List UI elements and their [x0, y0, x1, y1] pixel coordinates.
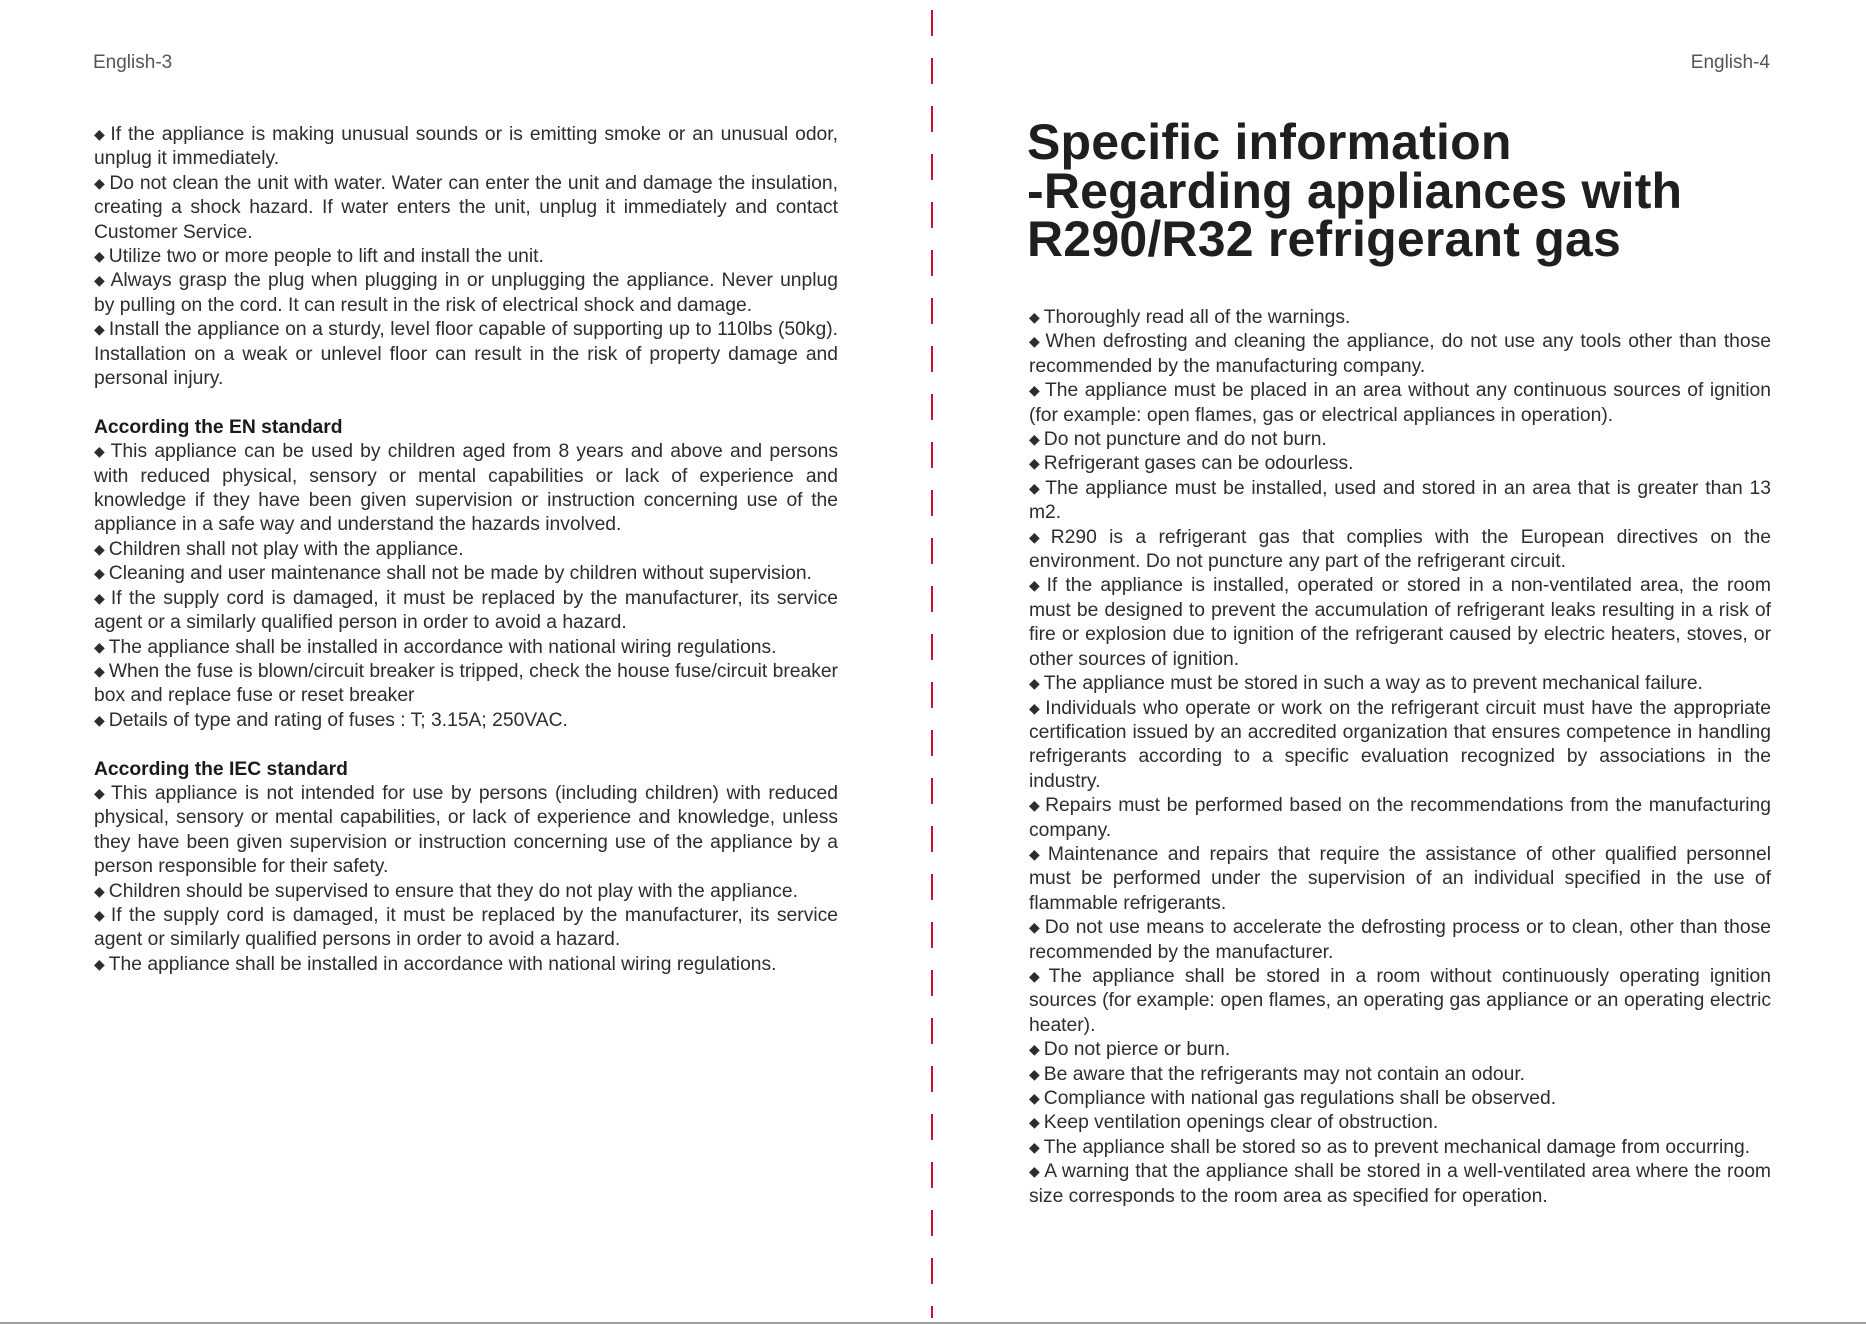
diamond-bullet-icon: ◆ [94, 662, 105, 679]
title-line: R290/R32 refrigerant gas [1027, 211, 1621, 267]
diamond-bullet-icon: ◆ [1029, 309, 1040, 325]
list-item: ◆ The appliance must be installed, used and stored in an area that is greater than 13 m2. [1029, 477, 1771, 524]
diamond-bullet-icon: ◆ [1029, 333, 1042, 350]
diamond-bullet-icon: ◆ [94, 711, 105, 728]
intro-list [94, 123, 838, 391]
list-item: ◆ The appliance shall be stored so as to prevent mechanical damage from occurring. [1029, 1136, 1751, 1158]
list-item: ◆ The appliance must be stored in such a way as to prevent mechanical failure. [1029, 673, 1703, 695]
list-item: ◆ When defrosting and cleaning the appliance, do not use any tools other than those recommended by the manufacturing company. [1029, 331, 1771, 377]
list-item: ◆ The appliance shall be installed in accordance with national wiring regulations. [94, 636, 777, 658]
list-item: ◆ Always grasp the plug when plugging in or unplugging the appliance. Never unplug by pulling on the cord. It can result in the risk of electrical shock and damage. [94, 270, 838, 316]
list-item: ◆ If the appliance is making unusual sounds or is emitting smoke or an unusual odor, unplug it immediately. [94, 124, 838, 170]
diamond-bullet-icon: ◆ [94, 540, 105, 557]
list-item: ◆ Install the appliance on a sturdy, level floor capable of supporting up to 110lbs (50kg). Installation on a weak or unlevel floor can result in the risk of property damage and personal injury. [94, 319, 838, 390]
diamond-bullet-icon: ◆ [1029, 479, 1042, 496]
list-item: ◆ Do not puncture and do not burn. [1029, 429, 1327, 451]
list-item: ◆ Cleaning and user maintenance shall not be made by children without supervision. [94, 563, 812, 585]
diamond-bullet-icon: ◆ [1029, 1138, 1040, 1155]
diamond-bullet-icon: ◆ [94, 906, 107, 923]
diamond-bullet-icon: ◆ [1029, 382, 1041, 399]
page-fold-divider [931, 10, 933, 1318]
list-item: ◆ When the fuse is blown/circuit breaker is tripped, check the house fuse/circuit breaker box and replace fuse or reset breaker [94, 660, 838, 707]
diamond-bullet-icon: ◆ [94, 272, 107, 289]
diamond-bullet-icon: ◆ [1029, 528, 1047, 545]
list-item: ◆ Compliance with national gas regulations shall be observed. [1029, 1088, 1557, 1109]
diamond-bullet-icon: ◆ [94, 638, 105, 655]
diamond-bullet-icon: ◆ [1029, 675, 1040, 692]
diamond-bullet-icon: ◆ [1029, 1163, 1041, 1180]
list-item: ◆ The appliance must be placed in an area without any continuous sources of ignition (for example: open flames, gas or electrical appliances in operation). [1029, 380, 1771, 426]
diamond-bullet-icon: ◆ [1029, 1114, 1040, 1131]
list-item: ◆ Individuals who operate or work on the refrigerant circuit must have the appropriate certification issued by an accredited organization that ensures competence in handling refrigerants according to a specific evaluation recognized by associations in the industry. [1029, 697, 1771, 792]
title-line: Specific information [1027, 114, 1512, 170]
diamond-bullet-icon: ◆ [1029, 797, 1042, 814]
diamond-bullet-icon: ◆ [1029, 1065, 1040, 1082]
list-item: ◆ Be aware that the refrigerants may not contain an odour. [1029, 1063, 1526, 1085]
diamond-bullet-icon: ◆ [1029, 455, 1040, 472]
page-number-right: English-4 [1690, 52, 1770, 73]
list-item: ◆ If the supply cord is damaged, it must be replaced by the manufacturer, its service agent or similarly qualified persons in order to avoid a hazard. [94, 904, 838, 951]
title-line: -Regarding appliances with [1027, 162, 1683, 219]
list-item: ◆ The appliance shall be stored in a room without continuously operating ignition sources (for example: open flames, an operating gas appliance or an operating electric heater). [1029, 965, 1771, 1036]
list-item: ◆ Repairs must be performed based on the recommendations from the manufacturing company. [1029, 795, 1771, 841]
list-item: ◆ If the supply cord is damaged, it must be replaced by the manufacturer, its service agent or a similarly qualified person in order to avoid a hazard. [94, 587, 838, 634]
list-item: ◆ Do not clean the unit with water. Water can enter the unit and damage the insulation, creating a shock hazard. If water enters the unit, unplug it immediately and contact Customer Service. [94, 172, 838, 243]
list-item: ◆ Children should be supervised to ensure that they do not play with the appliance. [94, 880, 798, 902]
diamond-bullet-icon: ◆ [94, 126, 107, 142]
list-item: ◆ Refrigerant gases can be odourless. [1029, 453, 1354, 475]
list-item: ◆ A warning that the appliance shall be stored in a well-ventilated area where the room size corresponds to the room area as specified for operation. [1029, 1161, 1771, 1207]
list-item: ◆ This appliance is not intended for use by persons (including children) with reduced physical, sensory or mental capabilities, or lack of experience and knowledge, unless they have been given supervision or instruction concerning use of the appliance by a person responsible for their safety. [94, 782, 838, 878]
diamond-bullet-icon: ◆ [1029, 699, 1042, 716]
list-item: ◆ Details of type and rating of fuses : T; 3.15A; 250VAC. [94, 709, 568, 731]
left-page-content [94, 123, 838, 977]
diamond-bullet-icon: ◆ [94, 565, 105, 582]
list-item: ◆ Utilize two or more people to lift and install the unit. [94, 246, 544, 268]
diamond-bullet-icon: ◆ [94, 784, 107, 801]
page-title [1027, 114, 1827, 267]
iec-standard-heading: According the IEC standard [94, 758, 348, 780]
list-item: ◆ Do not use means to accelerate the defrosting process or to clean, other than those recommended by the manufacturer. [1029, 917, 1771, 963]
list-item: ◆ This appliance can be used by children aged from 8 years and above and persons with reduced physical, sensory or mental capabilities or lack of experience and knowledge if they have been given supervision or instruction concerning use of the appliance in a safe way and understand the hazards involved. [94, 441, 838, 536]
list-item: ◆ Maintenance and repairs that require the assistance of other qualified personnel must be performed under the supervision of an individual specified in the use of flammable refrigerants. [1029, 843, 1771, 914]
diamond-bullet-icon: ◆ [1029, 967, 1045, 984]
list-item: ◆ If the appliance is installed, operated or stored in a non-ventilated area, the room must be designed to prevent the accumulation of refrigerant leaks resulting in a risk of fire or explosion due to ignition of the refrigerant caused by electric heaters, stoves, or other sources of ignition. [1029, 575, 1771, 670]
right-page-content [1029, 306, 1771, 1209]
diamond-bullet-icon: ◆ [94, 443, 107, 460]
iec-standard-list [94, 782, 838, 977]
list-item: ◆ Keep ventilation openings clear of obstruction. [1029, 1112, 1439, 1134]
page-number-left: English-3 [93, 52, 173, 73]
diamond-bullet-icon: ◆ [1029, 1041, 1040, 1058]
list-item: ◆ R290 is a refrigerant gas that complies with the European directives on the environment. Do not puncture any part of the refrigerant circuit. [1029, 526, 1771, 573]
en-standard-list [94, 440, 838, 733]
diamond-bullet-icon: ◆ [1029, 1090, 1040, 1106]
list-item: ◆ Do not pierce or burn. [1029, 1039, 1231, 1061]
diamond-bullet-icon: ◆ [1029, 919, 1041, 936]
list-item: ◆ Thoroughly read all of the warnings. [1029, 307, 1351, 328]
diamond-bullet-icon: ◆ [94, 589, 107, 606]
en-standard-heading: According the EN standard [94, 416, 343, 438]
diamond-bullet-icon: ◆ [94, 882, 105, 899]
diamond-bullet-icon: ◆ [94, 248, 105, 265]
diamond-bullet-icon: ◆ [94, 955, 105, 972]
diamond-bullet-icon: ◆ [1029, 577, 1043, 594]
diamond-bullet-icon: ◆ [1029, 845, 1044, 862]
list-item: ◆ The appliance shall be installed in accordance with national wiring regulations. [94, 953, 777, 975]
list-item: ◆ Children shall not play with the appliance. [94, 538, 464, 560]
diamond-bullet-icon: ◆ [94, 174, 106, 191]
diamond-bullet-icon: ◆ [1029, 431, 1040, 448]
diamond-bullet-icon: ◆ [94, 321, 105, 338]
